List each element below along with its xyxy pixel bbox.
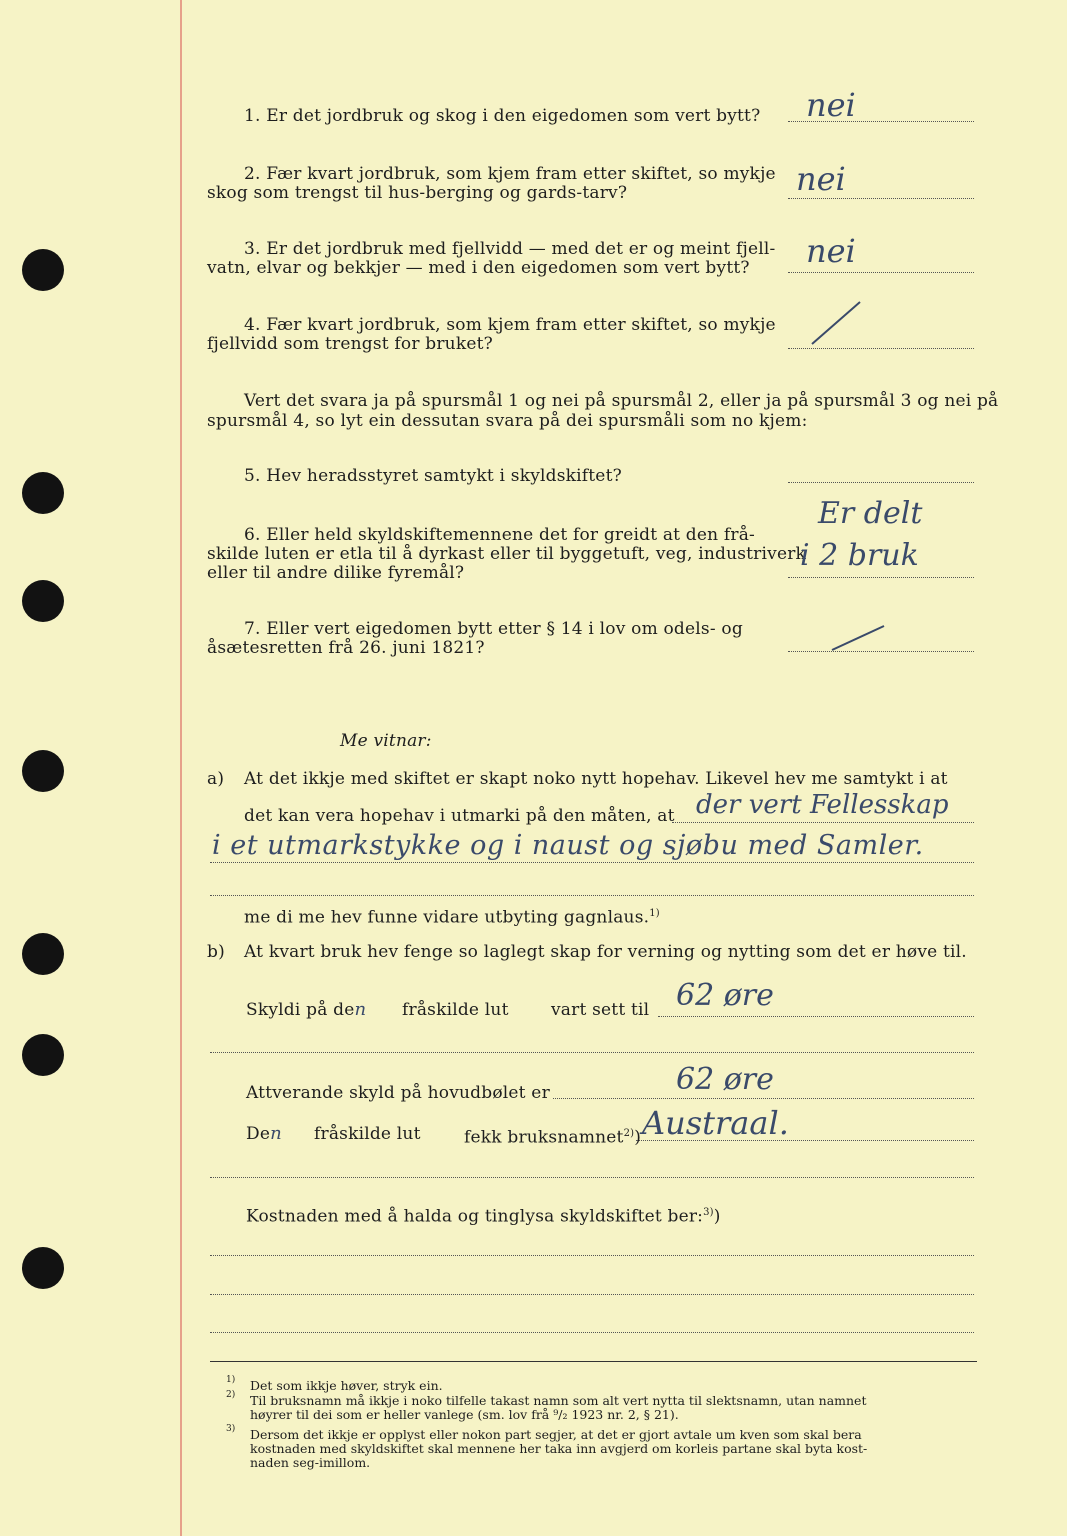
item-b-label: b)	[207, 942, 225, 962]
kostnad-line-3	[210, 1332, 974, 1333]
answer-7-slash-mark	[830, 624, 890, 654]
attverande-value-handwriting: 62 øre	[676, 1062, 774, 1097]
question-6-line-3: eller til andre dilike fyremål?	[207, 563, 465, 583]
binder-hole	[22, 933, 64, 975]
skyld-label-c: vart sett til	[551, 1000, 650, 1020]
question-5: 5. Hev heradsstyret samtykt i skyldskiftet?	[244, 466, 622, 486]
answer-line-5	[788, 482, 974, 483]
item-a-line-1: At det ikkje med skiftet er skapt noko nytt hopehav. Likevel hev me samtykt i at	[244, 769, 948, 789]
attverande-label: Attverande skyld på hovudbølet er	[246, 1083, 550, 1103]
question-7-line-1: 7. Eller vert eigedomen bytt etter § 14 i lov om odels‑ og	[244, 619, 743, 639]
binder-hole	[22, 750, 64, 792]
footnote-1-marker: 1)	[226, 1375, 236, 1385]
bruksnamn-label-c-text: fekk bruksnamnet	[464, 1127, 624, 1148]
item-a-label: a)	[207, 769, 225, 789]
answer-line-6	[788, 577, 974, 578]
skyld-label-a-text: Skyldi på de	[246, 1000, 355, 1020]
item-a-fill-line-2	[210, 862, 974, 863]
question-6-line-1: 6. Eller held skyldskiftemennene det for greidt at den frå‑	[244, 525, 756, 545]
item-a-line-2: det kan vera hopehav i utmarki på den måten, at	[244, 806, 675, 826]
answer-1-handwriting: nei	[806, 86, 856, 124]
bruksnamn-label-a-handwriting: n	[270, 1123, 282, 1144]
kostnad-line-2	[210, 1294, 974, 1295]
question-1: 1. Er det jordbruk og skog i den eigedomen som vert bytt?	[244, 106, 761, 126]
skyld-fill-line	[658, 1016, 974, 1017]
footnote-2-line-2: høyrer til dei som er heller vanlege (sm. lov frå ⁹/₂ 1923 nr. 2, § 21).	[250, 1407, 679, 1422]
footnote-ref-2: 2)	[623, 1128, 635, 1139]
item-a-fill-line-1	[672, 822, 974, 823]
bruksnamn-label-c: fekk bruksnamnet$^{2)}$)	[464, 1127, 642, 1148]
footnote-1: Det som ikkje høver, stryk ein.	[250, 1378, 443, 1393]
kostnad-line-1	[210, 1255, 974, 1256]
binder-hole	[22, 580, 64, 622]
question-2-line-2: skog som trengst til hus‑berging og gards‑tarv?	[207, 183, 628, 203]
skyld-extra-line	[210, 1052, 974, 1053]
instruction-line-2: spursmål 4, so lyt ein dessutan svara på dei spursmåli som no kjem:	[207, 411, 808, 431]
footnote-3-line-2: kostnaden med skyldskiftet skal mennene her taka inn avgjerd om korleis partane skal byta kost‑	[250, 1441, 868, 1456]
answer-2-handwriting: nei	[796, 160, 846, 198]
skyld-label-a-handwriting: n	[354, 999, 367, 1020]
bruksnamn-handwriting: Austraal.	[642, 1104, 789, 1142]
attverande-fill-line	[553, 1098, 974, 1099]
answer-6-handwriting-line-1: Er delt	[818, 496, 923, 531]
binder-hole	[22, 1034, 64, 1076]
bruksnamn-extra-line	[210, 1177, 974, 1178]
footnote-2-line-1: Til bruksnamn må ikkje i noko tilfelle takast namn som alt vert nytta til slektsnamn, utan namnet	[250, 1393, 867, 1408]
answer-line-3	[788, 272, 974, 273]
question-3-line-2: vatn, elvar og bekkjer — med i den eigedomen som vert bytt?	[207, 258, 750, 278]
kostnad-label: Kostnaden med å halda og tinglysa skyldskiftet ber:$^{3)}$)	[246, 1206, 721, 1227]
footnote-3-line-3: naden seg‑imillom.	[250, 1455, 371, 1470]
footnote-3-marker: 3)	[226, 1424, 236, 1434]
instruction-line-1: Vert det svara ja på spursmål 1 og nei på spursmål 2, eller ja på spursmål 3 og nei på	[244, 391, 999, 411]
skyld-value-handwriting: 62 øre	[676, 978, 774, 1013]
witness-heading: Me vitnar:	[340, 731, 432, 751]
item-a-handwriting-2: i et utmarkstykke og i naust og sjøbu med Samler.	[212, 830, 924, 861]
item-a-handwriting-1: der vert Fellesskap	[696, 790, 949, 820]
question-4-line-2: fjellvidd som trengst for bruket?	[207, 334, 493, 354]
footnote-ref-1: 1)	[649, 908, 660, 919]
answer-4-slash-mark	[810, 300, 870, 350]
binder-hole	[22, 1247, 64, 1289]
item-b-line-1: At kvart bruk hev fenge so laglegt skap for verning og nytting som det er høve til.	[244, 942, 967, 962]
question-2-line-1: 2. Fær kvart jordbruk, som kjem fram etter skiftet, so mykje	[244, 164, 776, 184]
footnote-3-line-1: Dersom det ikkje er opplyst eller nokon part segjer, at det er gjort avtale um kven som skal bera	[250, 1427, 862, 1442]
binder-hole	[22, 472, 64, 514]
footnote-separator	[210, 1361, 977, 1362]
item-a-line-3	[244, 903, 660, 929]
bruksnamn-label-a-text: De	[246, 1124, 271, 1144]
answer-line-2	[788, 198, 974, 199]
question-6-line-2: skilde luten er etla til å dyrkast eller til byggetuft, veg, industriverk	[207, 544, 807, 564]
question-3-line-1: 3. Er det jordbruk med fjellvidd — med det er og meint fjell‑	[244, 239, 776, 259]
question-4-line-1: 4. Fær kvart jordbruk, som kjem fram etter skiftet, so mykje	[244, 315, 776, 335]
footnote-ref-3: 3)	[703, 1207, 714, 1218]
answer-6-handwriting-line-2: i 2 bruk	[800, 538, 919, 573]
bruksnamn-label-a	[246, 1123, 282, 1145]
skyld-label-b: fråskilde lut	[402, 1000, 509, 1020]
answer-3-handwriting: nei	[806, 232, 856, 270]
question-7-line-2: åsætesretten frå 26. juni 1821?	[207, 638, 485, 658]
skyld-label-a	[246, 999, 366, 1021]
item-a-fill-line-3	[210, 895, 974, 896]
bruksnamn-label-b: fråskilde lut	[314, 1124, 421, 1144]
kostnad-label-text: Kostnaden med å halda og tinglysa skyldskiftet ber:	[246, 1206, 704, 1227]
margin-rule	[180, 0, 182, 1536]
item-a-line-3-text: me di me hev funne vidare utbyting gagnlaus.	[244, 907, 650, 928]
binder-hole	[22, 249, 64, 291]
footnote-2-marker: 2)	[226, 1390, 236, 1400]
